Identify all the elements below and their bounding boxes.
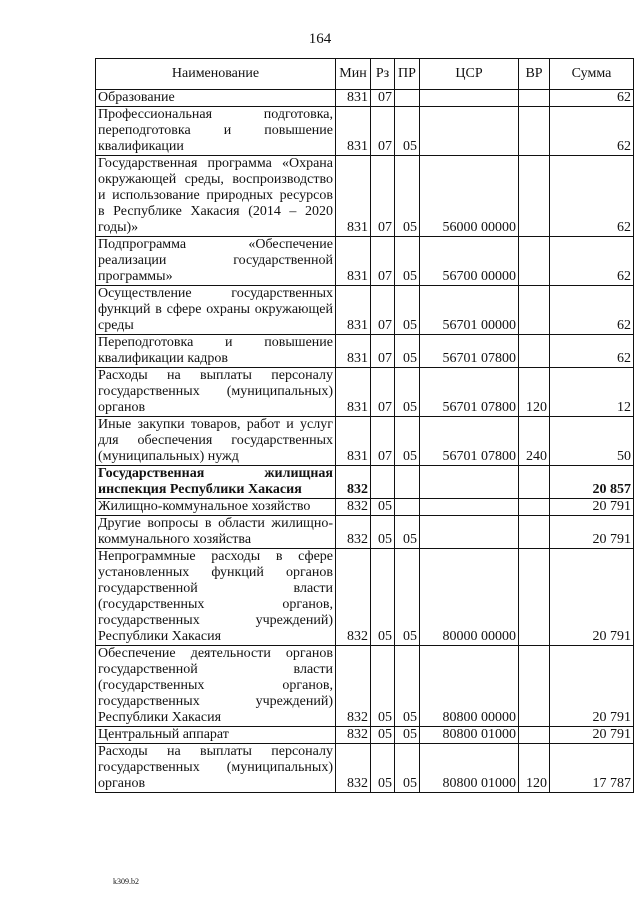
cell-pr: 05 xyxy=(395,286,420,335)
cell-rz: 05 xyxy=(371,516,395,549)
cell-min: 832 xyxy=(336,646,371,727)
cell-name: Образование xyxy=(96,90,336,107)
cell-csr: 80800 01000 xyxy=(420,744,519,793)
cell-min: 832 xyxy=(336,727,371,744)
cell-min: 832 xyxy=(336,499,371,516)
table-row xyxy=(96,156,634,237)
cell-min: 831 xyxy=(336,368,371,417)
page-number: 164 xyxy=(308,31,332,47)
cell-csr xyxy=(420,90,519,107)
cell-sum: 20 791 xyxy=(550,727,634,744)
cell-pr: 05 xyxy=(395,237,420,286)
cell-pr: 05 xyxy=(395,156,420,237)
table-row xyxy=(96,549,634,646)
cell-rz: 05 xyxy=(371,646,395,727)
cell-sum: 20 857 xyxy=(550,466,634,499)
footer-code: k309.b2 xyxy=(113,877,139,886)
cell-csr: 56701 07800 xyxy=(420,335,519,368)
cell-sum: 62 xyxy=(550,156,634,237)
cell-vr xyxy=(519,335,550,368)
budget-table xyxy=(95,58,634,793)
cell-sum: 20 791 xyxy=(550,549,634,646)
cell-min: 831 xyxy=(336,335,371,368)
cell-sum: 62 xyxy=(550,286,634,335)
cell-name: Жилищно-коммунальное хозяйство xyxy=(96,499,336,516)
cell-csr xyxy=(420,466,519,499)
cell-rz: 07 xyxy=(371,286,395,335)
cell-sum: 20 791 xyxy=(550,646,634,727)
table-row xyxy=(96,417,634,466)
table-row xyxy=(96,727,634,744)
cell-pr: 05 xyxy=(395,516,420,549)
table-row xyxy=(96,335,634,368)
cell-rz: 05 xyxy=(371,727,395,744)
cell-name: Осуществление государственных функций в сфере охраны окружающей среды xyxy=(96,286,336,335)
header-sum: Сумма xyxy=(550,59,634,90)
header-rz: Рз xyxy=(371,59,395,90)
table-row xyxy=(96,744,634,793)
cell-sum: 62 xyxy=(550,90,634,107)
cell-rz: 07 xyxy=(371,237,395,286)
cell-vr: 120 xyxy=(519,744,550,793)
cell-vr xyxy=(519,237,550,286)
table-row xyxy=(96,516,634,549)
cell-csr: 80000 00000 xyxy=(420,549,519,646)
cell-vr xyxy=(519,156,550,237)
cell-name: Переподготовка и повышение квалификации кадров xyxy=(96,335,336,368)
cell-vr: 240 xyxy=(519,417,550,466)
cell-rz: 07 xyxy=(371,90,395,107)
cell-name: Иные закупки товаров, работ и услуг для обеспечения государственных (муниципальных) нужд xyxy=(96,417,336,466)
cell-name: Другие вопросы в области жилищно-коммунального хозяйства xyxy=(96,516,336,549)
cell-pr xyxy=(395,90,420,107)
cell-pr: 05 xyxy=(395,549,420,646)
cell-min: 832 xyxy=(336,549,371,646)
header-pr: ПР xyxy=(395,59,420,90)
cell-rz: 07 xyxy=(371,156,395,237)
cell-pr: 05 xyxy=(395,335,420,368)
cell-csr: 80800 00000 xyxy=(420,646,519,727)
table-row xyxy=(96,286,634,335)
cell-rz: 05 xyxy=(371,499,395,516)
cell-vr: 120 xyxy=(519,368,550,417)
cell-rz xyxy=(371,466,395,499)
cell-sum: 17 787 xyxy=(550,744,634,793)
cell-csr: 56701 07800 xyxy=(420,417,519,466)
cell-csr xyxy=(420,516,519,549)
cell-name: Обеспечение деятельности органов государственной власти (государственных органов, государственных учреждений) Республики Хакасия xyxy=(96,646,336,727)
cell-csr: 56701 07800 xyxy=(420,368,519,417)
cell-name: Профессиональная подготовка, переподготовка и повышение квалификации xyxy=(96,107,336,156)
cell-pr: 05 xyxy=(395,646,420,727)
cell-sum: 20 791 xyxy=(550,516,634,549)
cell-vr xyxy=(519,499,550,516)
table-row xyxy=(96,237,634,286)
table-row xyxy=(96,368,634,417)
cell-vr xyxy=(519,107,550,156)
cell-pr: 05 xyxy=(395,417,420,466)
cell-csr: 56701 00000 xyxy=(420,286,519,335)
cell-min: 831 xyxy=(336,286,371,335)
header-min: Мин xyxy=(336,59,371,90)
cell-csr xyxy=(420,107,519,156)
header-csr: ЦСР xyxy=(420,59,519,90)
cell-vr xyxy=(519,727,550,744)
cell-vr xyxy=(519,466,550,499)
cell-vr xyxy=(519,549,550,646)
cell-csr: 56000 00000 xyxy=(420,156,519,237)
cell-rz: 07 xyxy=(371,335,395,368)
cell-min: 831 xyxy=(336,237,371,286)
cell-sum: 62 xyxy=(550,335,634,368)
cell-csr: 80800 01000 xyxy=(420,727,519,744)
header-vr: ВР xyxy=(519,59,550,90)
cell-sum: 50 xyxy=(550,417,634,466)
cell-csr: 56700 00000 xyxy=(420,237,519,286)
cell-pr: 05 xyxy=(395,727,420,744)
table-row xyxy=(96,499,634,516)
cell-pr xyxy=(395,466,420,499)
cell-sum: 20 791 xyxy=(550,499,634,516)
table-body xyxy=(96,90,634,793)
cell-name: Центральный аппарат xyxy=(96,727,336,744)
cell-min: 832 xyxy=(336,466,371,499)
cell-rz: 07 xyxy=(371,417,395,466)
cell-min: 831 xyxy=(336,417,371,466)
cell-rz: 07 xyxy=(371,368,395,417)
cell-min: 831 xyxy=(336,156,371,237)
table-row xyxy=(96,466,634,499)
cell-name: Государственная программа «Охрана окружающей среды, воспроизводство и использование природных ресурсов в Республике Хакасия (2014 – 2020 годы)» xyxy=(96,156,336,237)
cell-pr: 05 xyxy=(395,744,420,793)
cell-name: Расходы на выплаты персоналу государственных (муниципальных) органов xyxy=(96,368,336,417)
cell-pr: 05 xyxy=(395,107,420,156)
cell-vr xyxy=(519,90,550,107)
cell-rz: 05 xyxy=(371,549,395,646)
cell-sum: 62 xyxy=(550,237,634,286)
cell-min: 832 xyxy=(336,516,371,549)
cell-min: 832 xyxy=(336,744,371,793)
header-row xyxy=(96,59,634,90)
cell-sum: 62 xyxy=(550,107,634,156)
cell-min: 831 xyxy=(336,107,371,156)
table-row xyxy=(96,107,634,156)
cell-vr xyxy=(519,516,550,549)
header-name: Наименование xyxy=(96,59,336,90)
cell-vr xyxy=(519,286,550,335)
table-row xyxy=(96,646,634,727)
cell-min: 831 xyxy=(336,90,371,107)
cell-sum: 12 xyxy=(550,368,634,417)
cell-name: Непрограммные расходы в сфере установленных функций органов государственной власти (государственных органов, государственных учреждений) Республики Хакасия xyxy=(96,549,336,646)
cell-name: Подпрограмма «Обеспечение реализации государственной программы» xyxy=(96,237,336,286)
cell-rz: 05 xyxy=(371,744,395,793)
cell-vr xyxy=(519,646,550,727)
cell-pr xyxy=(395,499,420,516)
cell-name: Расходы на выплаты персоналу государственных (муниципальных) органов xyxy=(96,744,336,793)
cell-rz: 07 xyxy=(371,107,395,156)
cell-csr xyxy=(420,499,519,516)
cell-pr: 05 xyxy=(395,368,420,417)
cell-name: Государственная жилищная инспекция Республики Хакасия xyxy=(96,466,336,499)
table-row xyxy=(96,90,634,107)
